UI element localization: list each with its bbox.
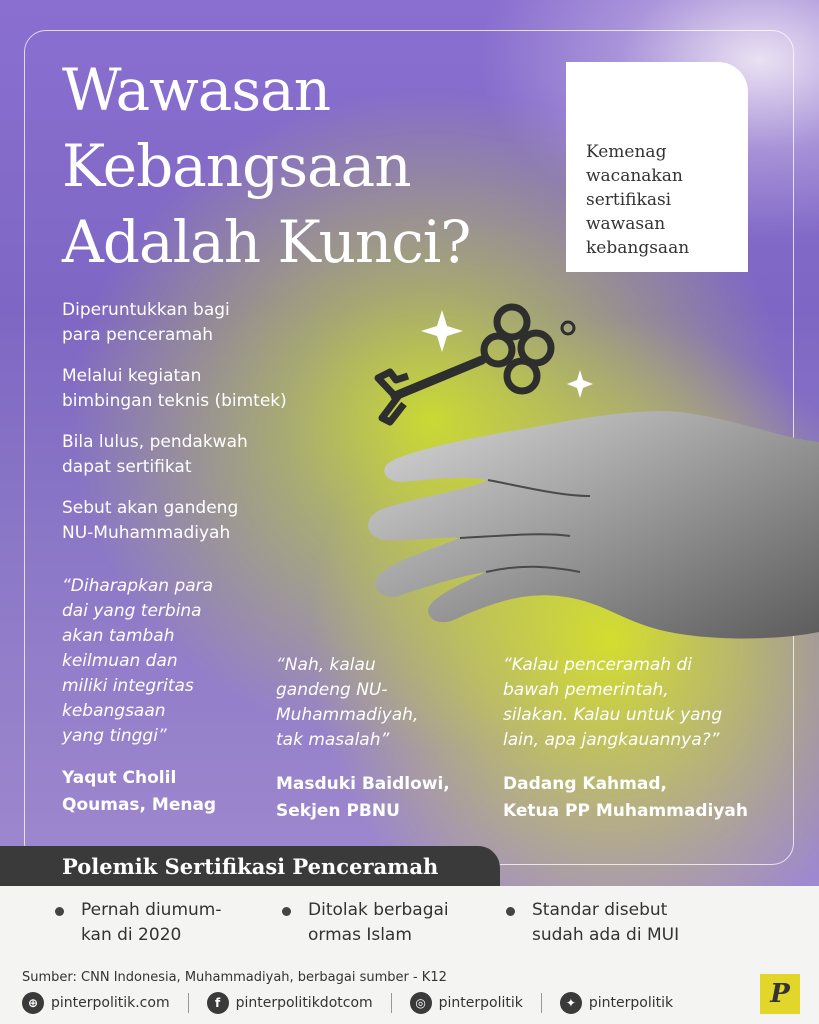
key-and-hand-illustration (260, 300, 819, 650)
point-line: para penceramah (62, 325, 214, 345)
kemenag-line-1: Kemenag (586, 142, 667, 162)
social-footer (22, 990, 691, 1016)
quote-line: “Kalau penceramah di (503, 655, 692, 675)
kemenag-line-5: kebangsaan (586, 238, 690, 258)
kemenag-line-3: sertifikasi (586, 190, 672, 210)
author-line: Qoumas, Menag (62, 795, 217, 815)
key-points-list (62, 298, 302, 562)
bullet-line: ormas Islam (308, 925, 412, 945)
kemenag-callout (566, 62, 748, 272)
quote-line: yang tinggi” (62, 726, 167, 746)
quote-author (276, 771, 486, 825)
quote-line: kebangsaan (62, 701, 166, 721)
kemenag-line-2: wacanakan (586, 166, 683, 186)
bullet-line: Ditolak berbagai (308, 900, 449, 920)
instagram-icon: ◎ (410, 992, 432, 1014)
author-line: Ketua PP Muhammadiyah (503, 801, 749, 821)
open-hand (368, 411, 819, 638)
quote-line: akan tambah (62, 626, 175, 646)
footer-divider (188, 993, 189, 1013)
point-line: Melalui kegiatan (62, 366, 202, 386)
point-item (62, 364, 302, 414)
author-line: Dadang Kahmad, (503, 774, 667, 794)
polemik-bullet (282, 898, 492, 948)
footer-instagram[interactable] (410, 992, 523, 1014)
quote-line: silakan. Kalau untuk yang (503, 705, 723, 725)
polemik-bullet (506, 898, 716, 948)
title-line-2: Kebangsaan (62, 132, 411, 200)
quote-author (503, 771, 773, 825)
main-title (62, 52, 552, 280)
quote-line: Muhammadiyah, (276, 705, 419, 725)
facebook-icon: f (207, 992, 229, 1014)
footer-twitter[interactable] (560, 992, 673, 1014)
point-item (62, 430, 302, 480)
bullet-line: Pernah diumum- (81, 900, 222, 920)
polemik-title: Polemik Sertifikasi Penceramah (62, 854, 439, 879)
footer-divider (391, 993, 392, 1013)
point-item (62, 496, 302, 546)
sparkle-small-icon (567, 370, 593, 398)
quote-yaqut (62, 574, 262, 819)
footer-divider (541, 993, 542, 1013)
sparkle-icon (421, 310, 463, 352)
footer-label: pinterpolitik (588, 995, 674, 1011)
quote-line: tak masalah” (276, 730, 390, 750)
quote-line: “Diharapkan para (62, 576, 214, 596)
polemik-header (0, 846, 500, 886)
bullet-line: sudah ada di MUI (532, 925, 680, 945)
source-credit: Sumber: CNN Indonesia, Muhammadiyah, berbagai sumber - K12 (22, 970, 447, 985)
bullet-line: Standar disebut (532, 900, 668, 920)
kemenag-line-4: wawasan (586, 214, 666, 234)
footer-facebook[interactable] (207, 992, 373, 1014)
quote-line: lain, apa jangkauannya?” (503, 730, 720, 750)
point-line: bimbingan teknis (bimtek) (62, 391, 287, 411)
key-icon (378, 307, 574, 422)
point-line: dapat sertifikat (62, 457, 192, 477)
quote-dadang (503, 653, 773, 825)
quote-line: keilmuan dan (62, 651, 178, 671)
author-line: Yaqut Cholil (62, 768, 177, 788)
footer-label: pinterpolitik (438, 995, 523, 1011)
author-line: Masduki Baidlowi, (276, 774, 450, 794)
quote-line: dai yang terbina (62, 601, 202, 621)
globe-icon: ⊕ (22, 992, 44, 1014)
footer-website[interactable] (22, 992, 170, 1014)
quote-line: bawah pemerintah, (503, 680, 669, 700)
point-line: Bila lulus, pendakwah (62, 432, 248, 452)
footer-label: pinterpolitik.com (51, 995, 170, 1011)
bottom-panel (0, 886, 819, 1024)
point-line: NU-Muhammadiyah (62, 523, 231, 543)
polemik-bullet (55, 898, 255, 948)
point-item (62, 298, 302, 348)
bullet-dot (282, 907, 291, 916)
point-line: Diperuntukkan bagi (62, 300, 230, 320)
title-line-3: Adalah Kunci? (62, 208, 471, 276)
quote-line: gandeng NU- (276, 680, 388, 700)
quote-masduki (276, 653, 486, 825)
footer-label: pinterpolitikdotcom (235, 995, 373, 1011)
author-line: Sekjen PBNU (276, 801, 400, 821)
title-line-1: Wawasan (62, 56, 331, 124)
bullet-dot (506, 907, 515, 916)
quote-line: miliki integritas (62, 676, 194, 696)
pinterpolitik-logo: P (760, 974, 800, 1014)
quote-line: “Nah, kalau (276, 655, 376, 675)
quote-author (62, 765, 262, 819)
twitter-icon: ✦ (560, 992, 582, 1014)
bullet-line: kan di 2020 (81, 925, 182, 945)
point-line: Sebut akan gandeng (62, 498, 239, 518)
bullet-dot (55, 907, 64, 916)
